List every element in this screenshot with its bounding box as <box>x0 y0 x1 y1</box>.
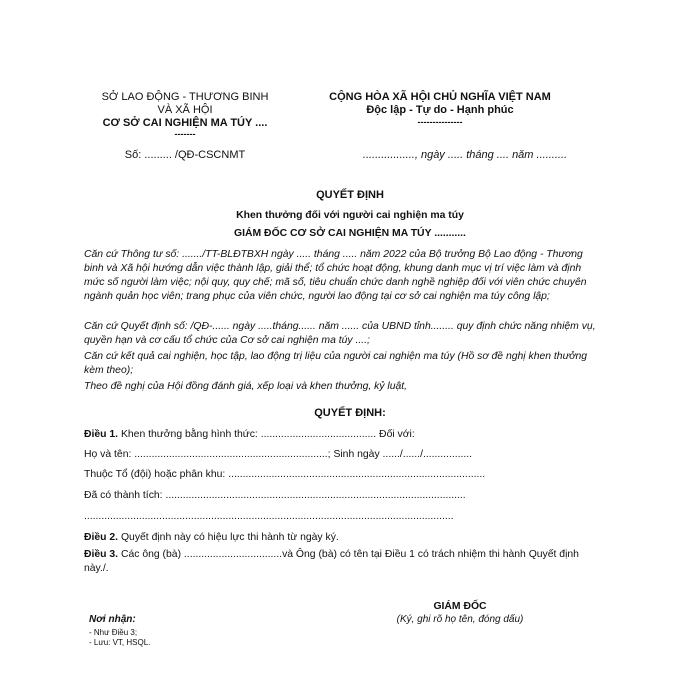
article-3-text: Các ông (bà) ..................................và Ông (bà) có tên tại Điều 1 có trách nhiệm thi hành Quyết định này./. <box>84 549 579 574</box>
article-2-label: Điều 2. <box>84 532 119 543</box>
proposal-basis: Theo đề nghị của Hội đồng đánh giá, xếp loại và khen thưởng, kỷ luật, <box>84 381 408 392</box>
article-2-text: Quyết định này có hiệu lực thi hành từ ngày ký. <box>118 532 339 543</box>
recipient-item: - Lưu: VT, HSQL. <box>89 638 151 647</box>
name-dob-line: Họ và tên: ...................................................................; Sinh ngày ....../....../................. <box>84 449 473 460</box>
legal-basis-circular: Căn cứ Thông tư số: ......./TT-BLĐTBXH ngày ..... tháng ..... năm 2022 của Bộ trưởng Bộ Lao động - Thương binh và Xã hội hướng dẫn việc thành lập, giải thể; tổ chức hoạt động, khung danh mục vị trí việc làm và định mức số người làm việc; nội quy, quy chế; mã số, tiêu chuẩn chức danh nghề nghiệp đối với viên chức chuyên ngành quản học viên; trang phục của viên chức, người lao động tại cơ sở cai nghiện ma túy công lập; <box>84 249 587 302</box>
agency-name-line2: VÀ XÃ HỘI <box>157 104 213 116</box>
article-3 <box>84 548 604 576</box>
left-header-rule: ------- <box>174 129 196 139</box>
document-number: Số: ......... /QĐ-CSCNMT <box>124 149 246 161</box>
achievement-line: Đã có thành tích: ........................................................................................................ <box>84 490 466 501</box>
achievement-continuation-line: ................................................................................................................................ <box>84 511 454 522</box>
facility-name: CƠ SỞ CAI NGHIỆN MA TÚY .... <box>102 117 268 129</box>
agency-name-line1: SỞ LAO ĐỘNG - THƯƠNG BINH <box>101 91 269 103</box>
recipients-title: Nơi nhận: <box>89 614 136 625</box>
recipient-item: - Như Điều 3; <box>89 628 138 637</box>
article-1 <box>84 428 415 442</box>
national-motto: Độc lập - Tự do - Hạnh phúc <box>366 104 514 116</box>
article-1-text: Khen thưởng bằng hình thức: ........................................ Đối với: <box>118 429 415 440</box>
article-2 <box>84 531 339 545</box>
article-3-label: Điều 3. <box>84 549 119 560</box>
document-title: QUYẾT ĐỊNH <box>316 189 384 201</box>
unit-line: Thuộc Tổ (đội) hoặc phân khu: ......................................................................................... <box>84 469 486 480</box>
national-title: CỘNG HÒA XÃ HỘI CHỦ NGHĨA VIỆT NAM <box>329 91 551 103</box>
signature-title: GIÁM ĐỐC <box>433 601 487 612</box>
article-1-label: Điều 1. <box>84 429 119 440</box>
right-header-rule: --------------- <box>417 117 463 127</box>
date-line: ................., ngày ..... tháng .... năm .......... <box>362 149 568 161</box>
decision-heading: QUYẾT ĐỊNH: <box>314 407 386 419</box>
issuing-authority: GIÁM ĐỐC CƠ SỞ CAI NGHIỆN MA TÚY ........... <box>234 228 466 239</box>
legal-basis-results: Căn cứ kết quả cai nghiện, học tập, lao động trị liệu của người cai nghiện ma túy (Hồ sơ đề nghị khen thưởng kèm theo); <box>84 351 588 376</box>
signature-note: (Ký, ghi rõ họ tên, đóng dấu) <box>396 614 524 625</box>
legal-basis-decision: Căn cứ Quyết định số: /QĐ-...... ngày .....tháng...... năm ...... của UBND tỉnh........ quy định chức năng nhiệm vụ, quyền hạn và cơ cấu tổ chức của Cơ sở cai nghiện ma túy ....; <box>84 321 596 346</box>
document-subject: Khen thưởng đối với người cai nghiện ma túy <box>236 210 464 221</box>
